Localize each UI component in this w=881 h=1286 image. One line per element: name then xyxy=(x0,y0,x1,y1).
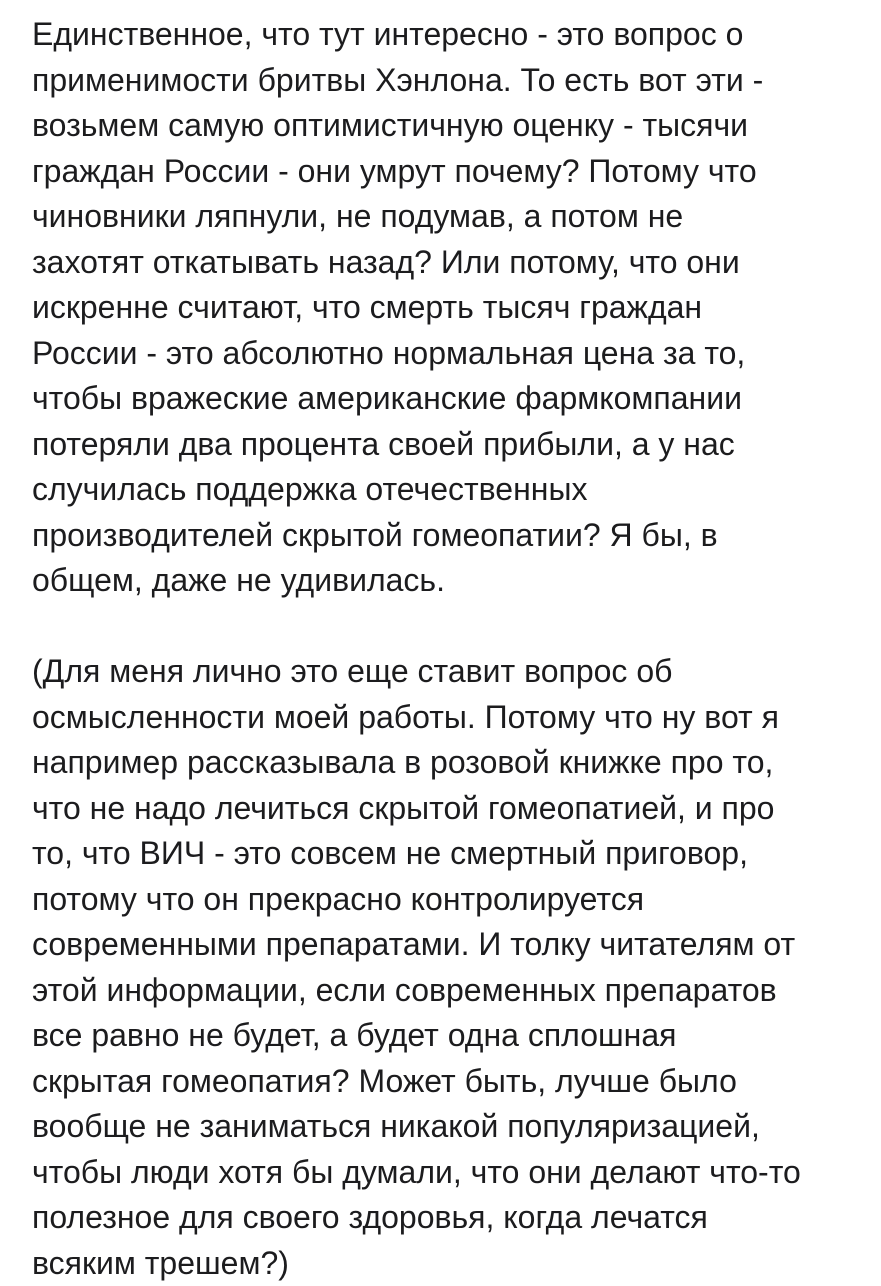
paragraph-1 xyxy=(32,12,861,604)
text-line: скрытая гомеопатия? Может быть, лучше было xyxy=(32,1059,861,1105)
text-line: чтобы люди хотя бы думали, что они делают что-то xyxy=(32,1150,861,1196)
paragraph-spacer xyxy=(32,604,861,650)
text-line: возьмем самую оптимистичную оценку - тысячи xyxy=(32,103,861,149)
text-line: этой информации, если современных препаратов xyxy=(32,968,861,1014)
text-line: производителей скрытой гомеопатии? Я бы, в xyxy=(32,513,861,559)
text-line: захотят откатывать назад? Или потому, что они xyxy=(32,240,861,286)
text-line: потеряли два процента своей прибыли, а у нас xyxy=(32,422,861,468)
text-line: чтобы вражеские американские фармкомпании xyxy=(32,376,861,422)
text-line: общем, даже не удивилась. xyxy=(32,558,861,604)
text-line: всяким трешем?) xyxy=(32,1241,861,1286)
text-line: что не надо лечиться скрытой гомеопатией, и про xyxy=(32,786,861,832)
text-line: (Для меня лично это еще ставит вопрос об xyxy=(32,649,861,695)
text-line: то, что ВИЧ - это совсем не смертный приговор, xyxy=(32,831,861,877)
text-line: применимости бритвы Хэнлона. То есть вот эти - xyxy=(32,58,861,104)
text-line: России - это абсолютно нормальная цена за то, xyxy=(32,331,861,377)
text-line: случилась поддержка отечественных xyxy=(32,467,861,513)
text-line: Единственное, что тут интересно - это вопрос о xyxy=(32,12,861,58)
text-line: искренне считают, что смерть тысяч граждан xyxy=(32,285,861,331)
text-line: осмысленности моей работы. Потому что ну вот я xyxy=(32,695,861,741)
text-line: чиновники ляпнули, не подумав, а потом не xyxy=(32,194,861,240)
paragraph-2 xyxy=(32,649,861,1286)
text-line: вообще не заниматься никакой популяризацией, xyxy=(32,1104,861,1150)
text-line: современными препаратами. И толку читателям от xyxy=(32,922,861,968)
text-line: например рассказывала в розовой книжке про то, xyxy=(32,740,861,786)
text-line: потому что он прекрасно контролируется xyxy=(32,877,861,923)
text-line: полезное для своего здоровья, когда лечатся xyxy=(32,1195,861,1241)
text-line: граждан России - они умрут почему? Потому что xyxy=(32,149,861,195)
text-line: все равно не будет, а будет одна сплошная xyxy=(32,1013,861,1059)
